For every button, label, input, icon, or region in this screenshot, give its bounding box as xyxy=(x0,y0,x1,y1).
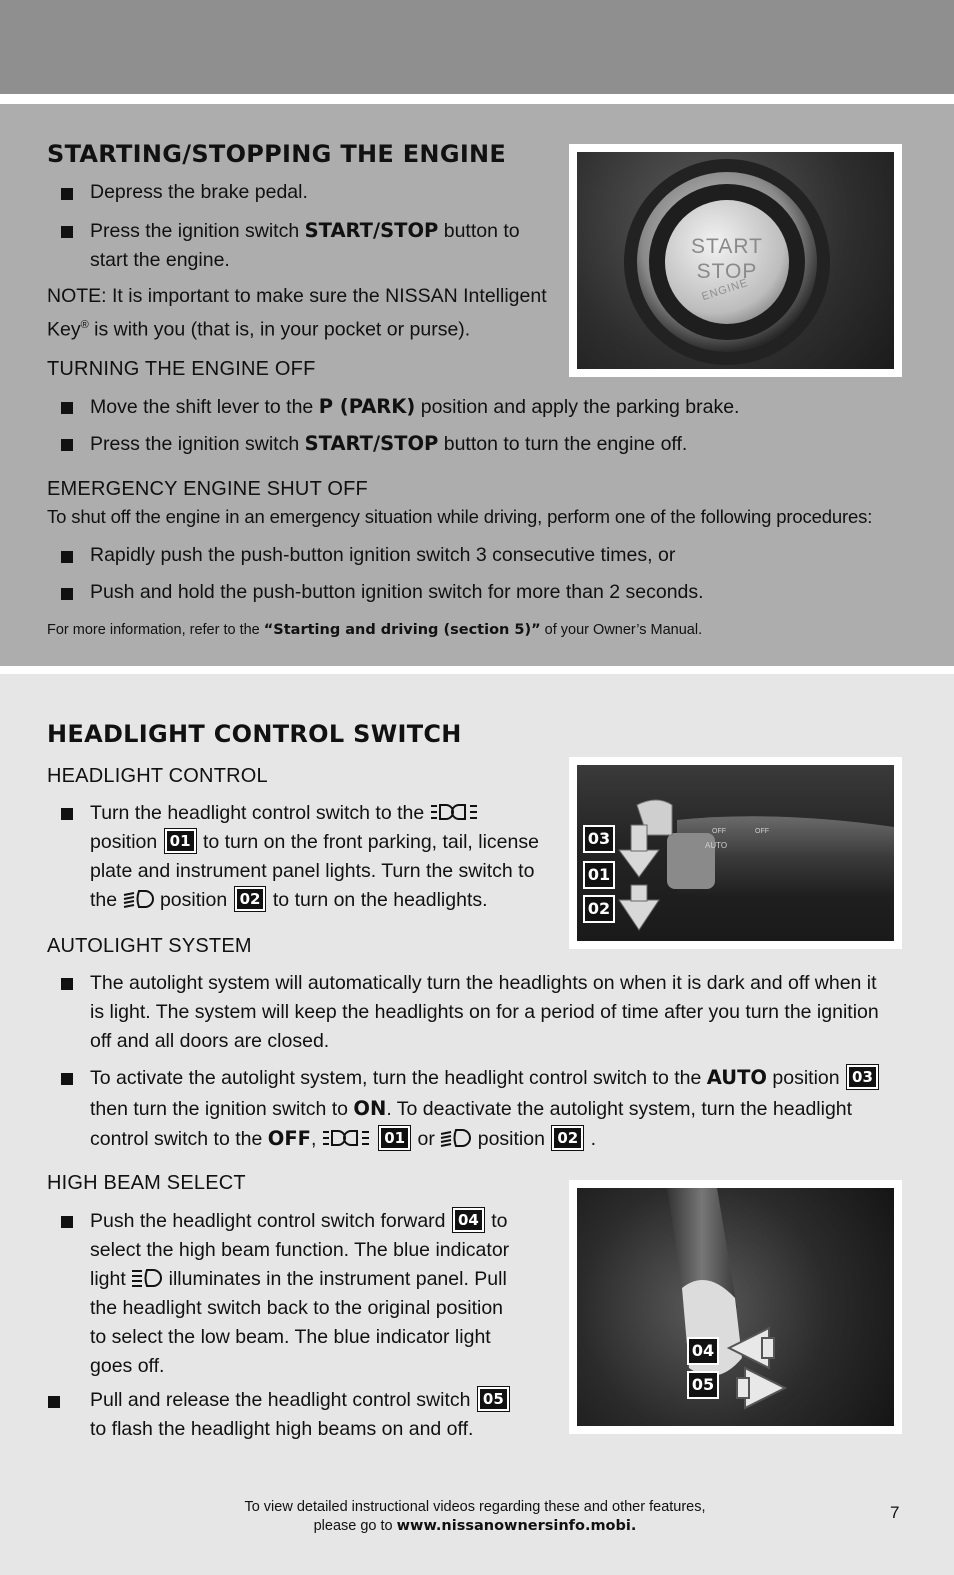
text: is light. The system will keep the headlights on for a period of time after you turn the ignition xyxy=(90,1001,879,1023)
bullet-square xyxy=(61,808,73,820)
text: Push the headlight control switch forward xyxy=(90,1210,446,1232)
text: . To deactivate the autolight system, turn the headlight xyxy=(386,1097,853,1120)
callout-04: 04 xyxy=(687,1337,719,1365)
bullet-shift-park xyxy=(90,392,739,422)
engine-section-title: STARTING/STOPPING THE ENGINE xyxy=(47,140,507,168)
text: Pull and release the headlight control switch xyxy=(90,1389,471,1411)
position-badge-01: 01 xyxy=(379,1126,410,1150)
turning-engine-off-heading: TURNING THE ENGINE OFF xyxy=(47,358,316,380)
text: position xyxy=(90,831,158,853)
top-gray-band xyxy=(0,0,954,94)
note-line: NOTE: It is important to make sure the NISSAN Intelligent xyxy=(47,285,547,307)
text: . xyxy=(590,1128,597,1150)
note-key: Key xyxy=(47,318,81,341)
text: off and all doors are closed. xyxy=(90,1030,330,1052)
text: to select the low beam. The blue indicator light xyxy=(90,1326,491,1348)
bullet-press-stop xyxy=(90,429,687,459)
emergency-heading: EMERGENCY ENGINE SHUT OFF xyxy=(47,478,368,500)
footer-line: To view detailed instructional videos regarding these and other features, xyxy=(244,1499,706,1515)
text: position and apply the parking brake. xyxy=(415,396,740,418)
text: to turn on the front parking, tail, license xyxy=(202,831,539,853)
bullet-autolight-info xyxy=(90,969,910,1056)
text: For more information, refer to the xyxy=(47,622,264,638)
headlight-icon xyxy=(440,1128,472,1148)
parking-light-icon xyxy=(322,1128,372,1148)
text: the xyxy=(90,889,118,911)
bullet-push-hold: Push and hold the push-button ignition switch for more than 2 seconds. xyxy=(90,581,704,603)
divider-stripe xyxy=(0,666,954,674)
park-bold: P (PARK) xyxy=(318,395,416,418)
note-paragraph xyxy=(47,282,557,345)
headlight-section-title: HEADLIGHT CONTROL SWITCH xyxy=(47,720,462,748)
text: button to xyxy=(438,220,520,242)
bullet-square xyxy=(61,1216,73,1228)
bullet-flash-high-beams xyxy=(90,1386,550,1444)
text: button to turn the engine off. xyxy=(438,433,688,455)
text: Turn the headlight control switch to the xyxy=(90,802,425,824)
button-engine-text: ENGINE xyxy=(700,276,750,304)
text: to flash the headlight high beams on and off. xyxy=(90,1418,474,1440)
text: Press the ignition switch xyxy=(90,220,305,242)
note-line: is with you (that is, in your pocket or purse). xyxy=(88,318,471,341)
headlight-switch-photo xyxy=(569,757,902,949)
button-start-text: START xyxy=(691,235,763,258)
stalk-off-label: OFF xyxy=(712,828,726,835)
callout-05: 05 xyxy=(687,1371,719,1399)
bullet-square xyxy=(61,588,73,600)
text: to turn on the headlights. xyxy=(272,889,488,911)
text: Move the shift lever to the xyxy=(90,396,319,418)
position-badge-01: 01 xyxy=(165,829,196,853)
on-bold: ON xyxy=(353,1096,387,1120)
parking-light-icon xyxy=(430,802,480,822)
text: select the high beam function. The blue indicator xyxy=(90,1239,510,1261)
bullet-high-beam-push xyxy=(90,1207,550,1381)
bullet-square xyxy=(61,188,73,200)
text: position xyxy=(159,889,228,911)
text: position xyxy=(477,1128,545,1150)
footer-line xyxy=(180,1517,770,1536)
text: or xyxy=(417,1128,435,1150)
bullet-headlight-control xyxy=(90,799,560,915)
divider-stripe xyxy=(0,94,954,104)
bullet-square xyxy=(61,1073,73,1085)
high-beam-stalk-photo xyxy=(569,1180,902,1434)
stalk-auto-label: AUTO xyxy=(705,841,728,850)
button-stop-text: STOP xyxy=(696,260,758,283)
footer-note xyxy=(180,1498,770,1536)
callout-03: 03 xyxy=(583,825,615,853)
callout-02: 02 xyxy=(583,895,615,923)
headlight-icon xyxy=(123,889,155,909)
bullet-square xyxy=(61,551,73,563)
position-badge-03: 03 xyxy=(847,1065,878,1089)
headlight-control-heading: HEADLIGHT CONTROL xyxy=(47,765,268,787)
more-info-note xyxy=(47,622,702,638)
button-label xyxy=(689,234,765,284)
callout-01: 01 xyxy=(583,861,615,889)
bullet-square xyxy=(61,226,73,238)
website-link[interactable]: www.nissanownersinfo.mobi. xyxy=(396,1518,637,1534)
autolight-heading: AUTOLIGHT SYSTEM xyxy=(47,935,252,957)
text: To activate the autolight system, turn the headlight control switch to the xyxy=(90,1067,707,1089)
position-badge-02: 02 xyxy=(552,1126,583,1150)
registered-mark: ® xyxy=(80,319,89,331)
high-beam-heading: HIGH BEAM SELECT xyxy=(47,1172,246,1194)
position-badge-05: 05 xyxy=(478,1387,509,1411)
text: , xyxy=(310,1128,317,1150)
manual-reference: “Starting and driving (section 5)” xyxy=(263,622,541,638)
text: position xyxy=(766,1067,840,1089)
headlight-stalk-illustration xyxy=(577,765,894,941)
text: goes off. xyxy=(90,1355,165,1377)
text: then turn the ignition switch to xyxy=(90,1097,354,1120)
start-stop-button-photo xyxy=(569,144,902,377)
high-beam-indicator-icon xyxy=(131,1268,163,1288)
bullet-press-start xyxy=(90,216,550,275)
position-badge-02: 02 xyxy=(235,887,266,911)
text: Press the ignition switch xyxy=(90,433,305,455)
page-number: 7 xyxy=(890,1503,900,1522)
high-beam-stalk-illustration xyxy=(577,1188,894,1426)
text: plate and instrument panel lights. Turn the switch to xyxy=(90,860,535,882)
auto-bold: AUTO xyxy=(706,1066,767,1089)
bullet-square xyxy=(48,1396,60,1408)
bullet-square xyxy=(61,439,73,451)
off-bold: OFF xyxy=(267,1127,311,1150)
text: start the engine. xyxy=(90,249,230,271)
text: illuminates in the instrument panel. Pull xyxy=(168,1268,507,1290)
text: control switch to the xyxy=(90,1128,268,1150)
bullet-push-three-times: Rapidly push the push-button ignition switch 3 consecutive times, or xyxy=(90,544,676,566)
text: light xyxy=(90,1268,126,1290)
bullet-depress-brake: Depress the brake pedal. xyxy=(90,181,308,203)
text: the headlight switch back to the original position xyxy=(90,1297,504,1319)
bullet-square xyxy=(61,978,73,990)
start-stop-bold: START/STOP xyxy=(304,432,439,455)
text: to xyxy=(491,1210,508,1232)
emergency-intro: To shut off the engine in an emergency situation while driving, perform one of the following procedures: xyxy=(47,506,873,527)
stalk-off-label: OFF xyxy=(755,828,769,835)
text: please go to xyxy=(313,1518,397,1534)
text: The autolight system will automatically turn the headlights on when it is dark and off when it xyxy=(90,972,877,994)
start-stop-bold: START/STOP xyxy=(304,219,439,242)
bullet-autolight-activate xyxy=(90,1063,910,1155)
position-badge-04: 04 xyxy=(453,1208,484,1232)
text: of your Owner’s Manual. xyxy=(540,622,703,638)
bullet-square xyxy=(61,402,73,414)
